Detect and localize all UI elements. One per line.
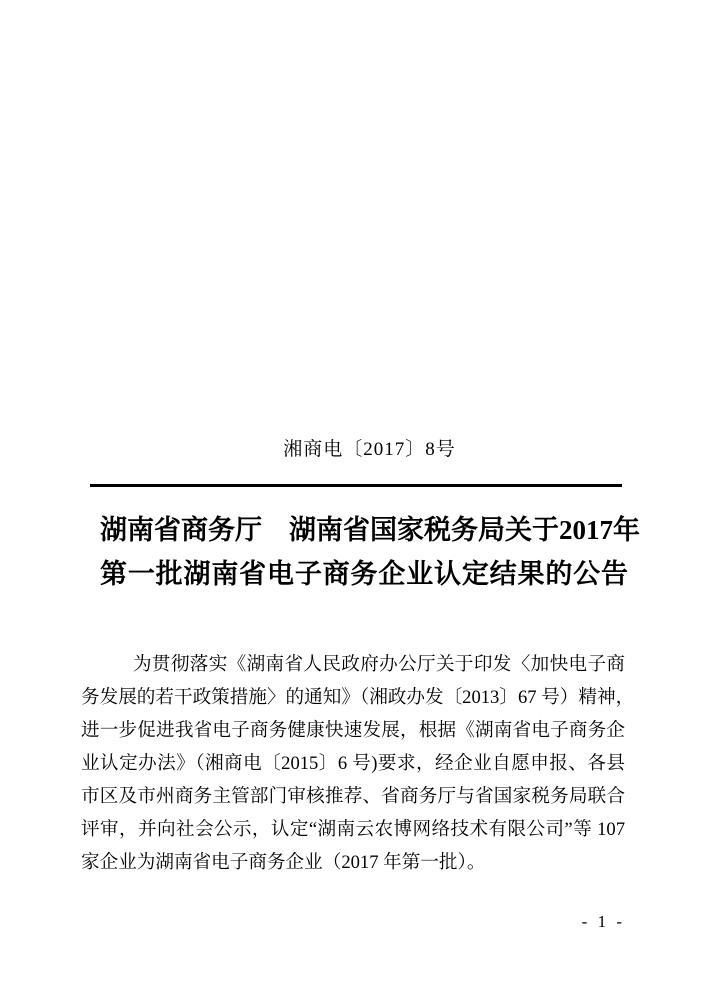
body-line: 为贯彻落实《湖南省人民政府办公厅关于印发〈加快电子商 bbox=[133, 654, 625, 675]
body-line: 家企业为湖南省电子商务企业（2017 年第一批）。 bbox=[81, 852, 486, 873]
body-line: 进一步促进我省电子商务健康快速发展，根据《湖南省电子商务企 bbox=[81, 720, 625, 741]
body-line: 务发展的若干政策措施〉的通知》（湘政办发〔2013〕67 号）精神， bbox=[81, 687, 635, 708]
document-title bbox=[100, 508, 640, 596]
title-line-2: 第一批湖南省电子商务企业认定结果的公告 bbox=[100, 559, 628, 589]
body-paragraph bbox=[81, 648, 635, 879]
header-divider-rule bbox=[90, 484, 622, 487]
body-line: 评审，并向社会公示，认定“湖南云农博网络技术有限公司”等 107 bbox=[81, 819, 625, 840]
body-line: 业认定办法》（湘商电〔2015〕6 号)要求，经企业自愿申报、各县 bbox=[81, 753, 625, 774]
title-line-1: 湖南省商务厅 湖南省国家税务局关于2017年 bbox=[100, 515, 640, 545]
page-number: - 1 - bbox=[581, 912, 625, 931]
body-line: 市区及市州商务主管部门审核推荐、省商务厅与省国家税务局联合 bbox=[81, 786, 625, 807]
doc-number: 湘商电〔2017〕8号 bbox=[283, 439, 456, 460]
